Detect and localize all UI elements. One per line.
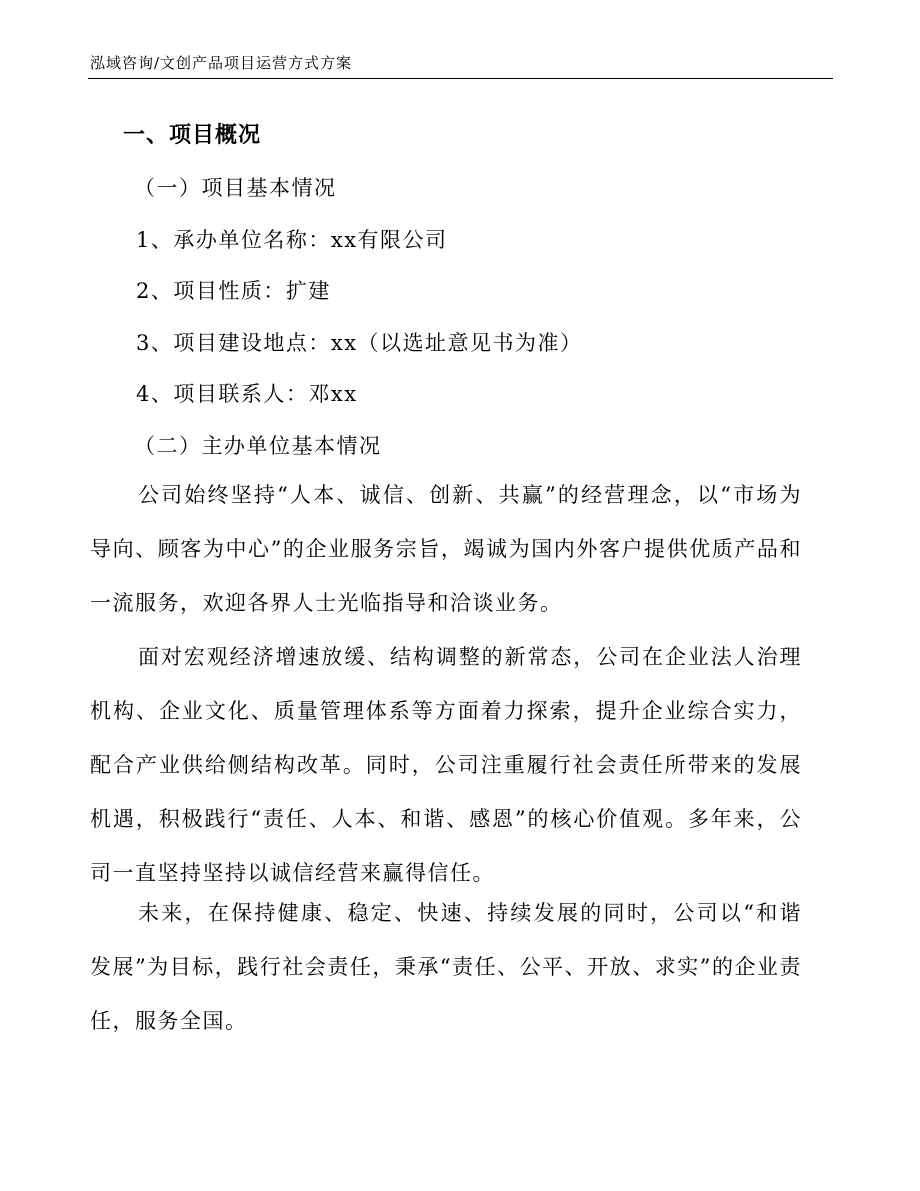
list-item-organizer-name: 1、承办单位名称：xx有限公司: [136, 228, 448, 252]
list-item-project-nature: 2、项目性质：扩建: [136, 279, 331, 303]
section-heading: 一、项目概况: [123, 123, 262, 148]
page-header-title: 泓域咨询/文创产品项目运营方式方案: [90, 54, 353, 72]
header-divider: [88, 78, 833, 79]
paragraph-company-philosophy: 公司始终坚持“人本、诚信、创新、共赢”的经营理念，以“市场为导向、顾客为中心”的企业服务宗旨，竭诚为国内外客户提供优质产品和一流服务，欢迎各界人士光临指导和洽谈业务。: [90, 483, 802, 615]
subsection-heading-host-info: （二）主办单位基本情况: [134, 434, 382, 458]
paragraph-company-development: 面对宏观经济增速放缓、结构调整的新常态，公司在企业法人治理机构、企业文化、质量管理体系等方面着力探索，提升企业综合实力，配合产业供给侧结构改革。同时，公司注重履行社会责任所带来的发展机遇，积极践行“责任、人本、和谐、感恩”的核心价值观。多年来，公司一直坚持坚持以诚信经营来赢得信任。: [90, 645, 802, 885]
paragraph-company-future: 未来，在保持健康、稳定、快速、持续发展的同时，公司以“和谐发展”为目标，践行社会责任，秉承“责任、公平、开放、求实”的企业责任，服务全国。: [90, 901, 802, 1033]
subsection-heading-basic-info: （一）项目基本情况: [134, 176, 337, 200]
list-item-project-contact: 4、项目联系人：邓xx: [136, 382, 358, 406]
list-item-project-location: 3、项目建设地点：xx（以选址意见书为准）: [136, 331, 583, 355]
